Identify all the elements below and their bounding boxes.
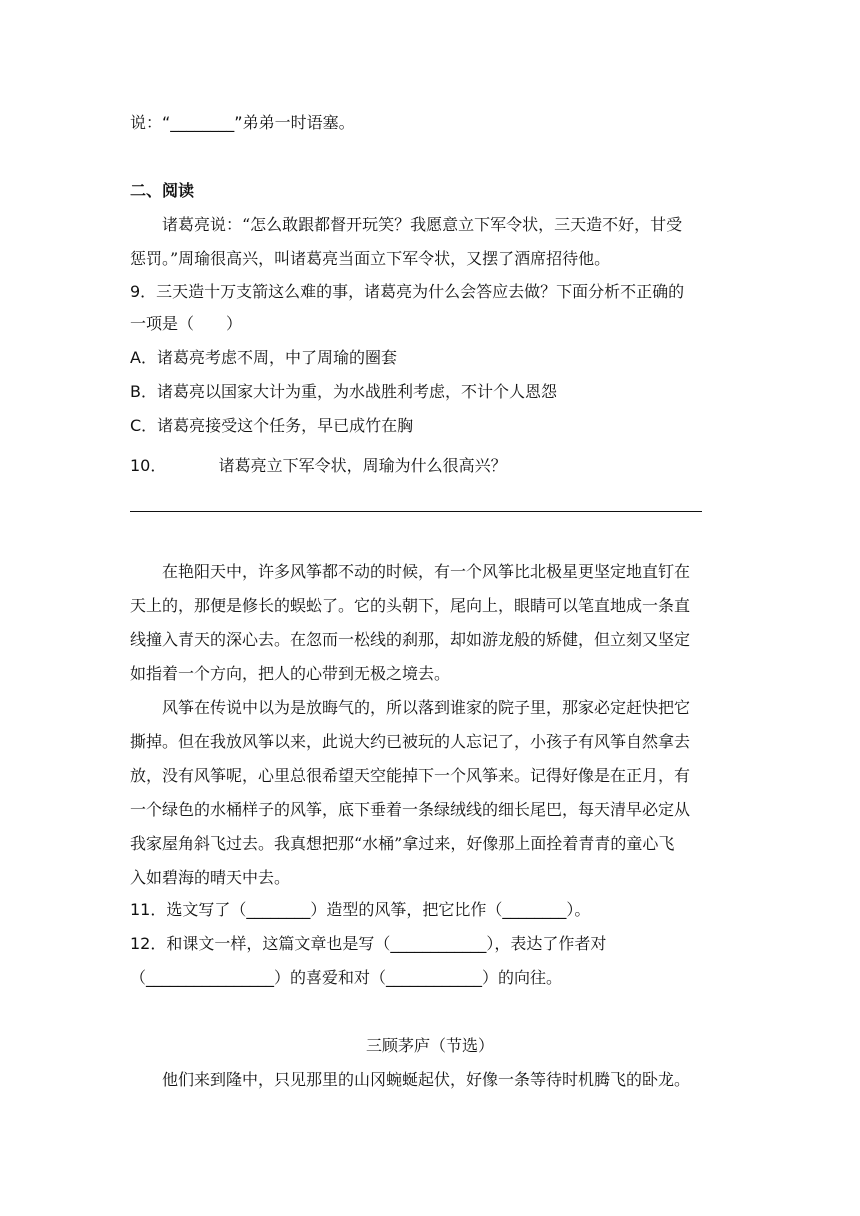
passage-2-line: 我家屋角斜飞过去。我真想把那“水桶”拿过来，好像那上面拴着青青的童心飞: [130, 834, 675, 853]
passage-2-line: 入如碧海的晴天中去。: [130, 868, 291, 887]
section-heading-reading: 二、阅读: [130, 181, 195, 200]
question-9-option-b: B．诸葛亮以国家大计为重，为水战胜利考虑，不计个人恩怨: [130, 382, 557, 401]
question-10-text: 诸葛亮立下军令状，周瑜为什么很高兴？: [218, 456, 507, 475]
passage-2-line: 天上的，那便是修长的蜈蚣了。它的头朝下，尾向上，眼睛可以笔直地成一条直: [130, 596, 691, 615]
fill-in-line: 说：“________”弟弟一时语塞。: [130, 113, 355, 132]
question-9-option-c: C．诸葛亮接受这个任务，早已成竹在胸: [130, 416, 414, 435]
passage-2-line: 在艳阳天中，许多风筝都不动的时候，有一个风筝比北极星更坚定地直钉在: [162, 562, 691, 581]
question-10-number: 10．: [130, 456, 167, 475]
passage-2-line: 线撞入青天的深心去。在忽而一松线的刹那，却如游龙般的矫健，但立刻又坚定: [130, 630, 691, 649]
passage-3-title: 三顾茅庐（节选）: [365, 1036, 494, 1055]
answer-line: [130, 511, 702, 512]
passage-1-line: 惩罚。”周瑜很高兴，叫诸葛亮当面立下军令状，又摆了酒席招待他。: [130, 249, 611, 268]
question-12-line-1: 12．和课文一样，这篇文章也是写（____________），表达了作者对: [130, 934, 607, 953]
passage-2: [130, 555, 730, 895]
question-9-stem-cont: 一项是（ ）: [130, 314, 243, 333]
question-10: [130, 456, 507, 476]
passage-2-line: 一个绿色的水桶样子的风筝，底下垂着一条绿绒线的细长尾巴，每天清早必定从: [130, 800, 691, 819]
question-9-option-a: A．诸葛亮考虑不周，中了周瑜的圈套: [130, 348, 397, 367]
passage-1: [130, 208, 730, 276]
passage-2-line: 如指着一个方向，把人的心带到无极之境去。: [130, 664, 451, 683]
question-12-line-2: （________________）的喜爱和对（____________）的向往。: [130, 968, 563, 987]
passage-3-line: 他们来到隆中，只见那里的山冈蜿蜒起伏，好像一条等待时机腾飞的卧龙。: [162, 1070, 691, 1089]
passage-2-line: 撕掉。但在我放风筝以来，此说大约已被玩的人忘记了，小孩子有风筝自然拿去: [130, 732, 691, 751]
passage-2-line: 风筝在传说中以为是放晦气的，所以落到谁家的院子里，那家必定赶快把它: [162, 698, 691, 717]
question-9-stem: 9．三天造十万支箭这么难的事，诸葛亮为什么会答应去做？下面分析不正确的: [130, 282, 685, 301]
passage-1-line: 诸葛亮说：“怎么敢跟都督开玩笑？我愿意立下军令状，三天造不好，甘受: [162, 215, 683, 234]
question-11: 11．选文写了（________）造型的风筝，把它比作（________）。: [130, 900, 591, 919]
passage-2-line: 放，没有风筝呢，心里总很希望天空能掉下一个风筝来。记得好像是在正月，有: [130, 766, 691, 785]
